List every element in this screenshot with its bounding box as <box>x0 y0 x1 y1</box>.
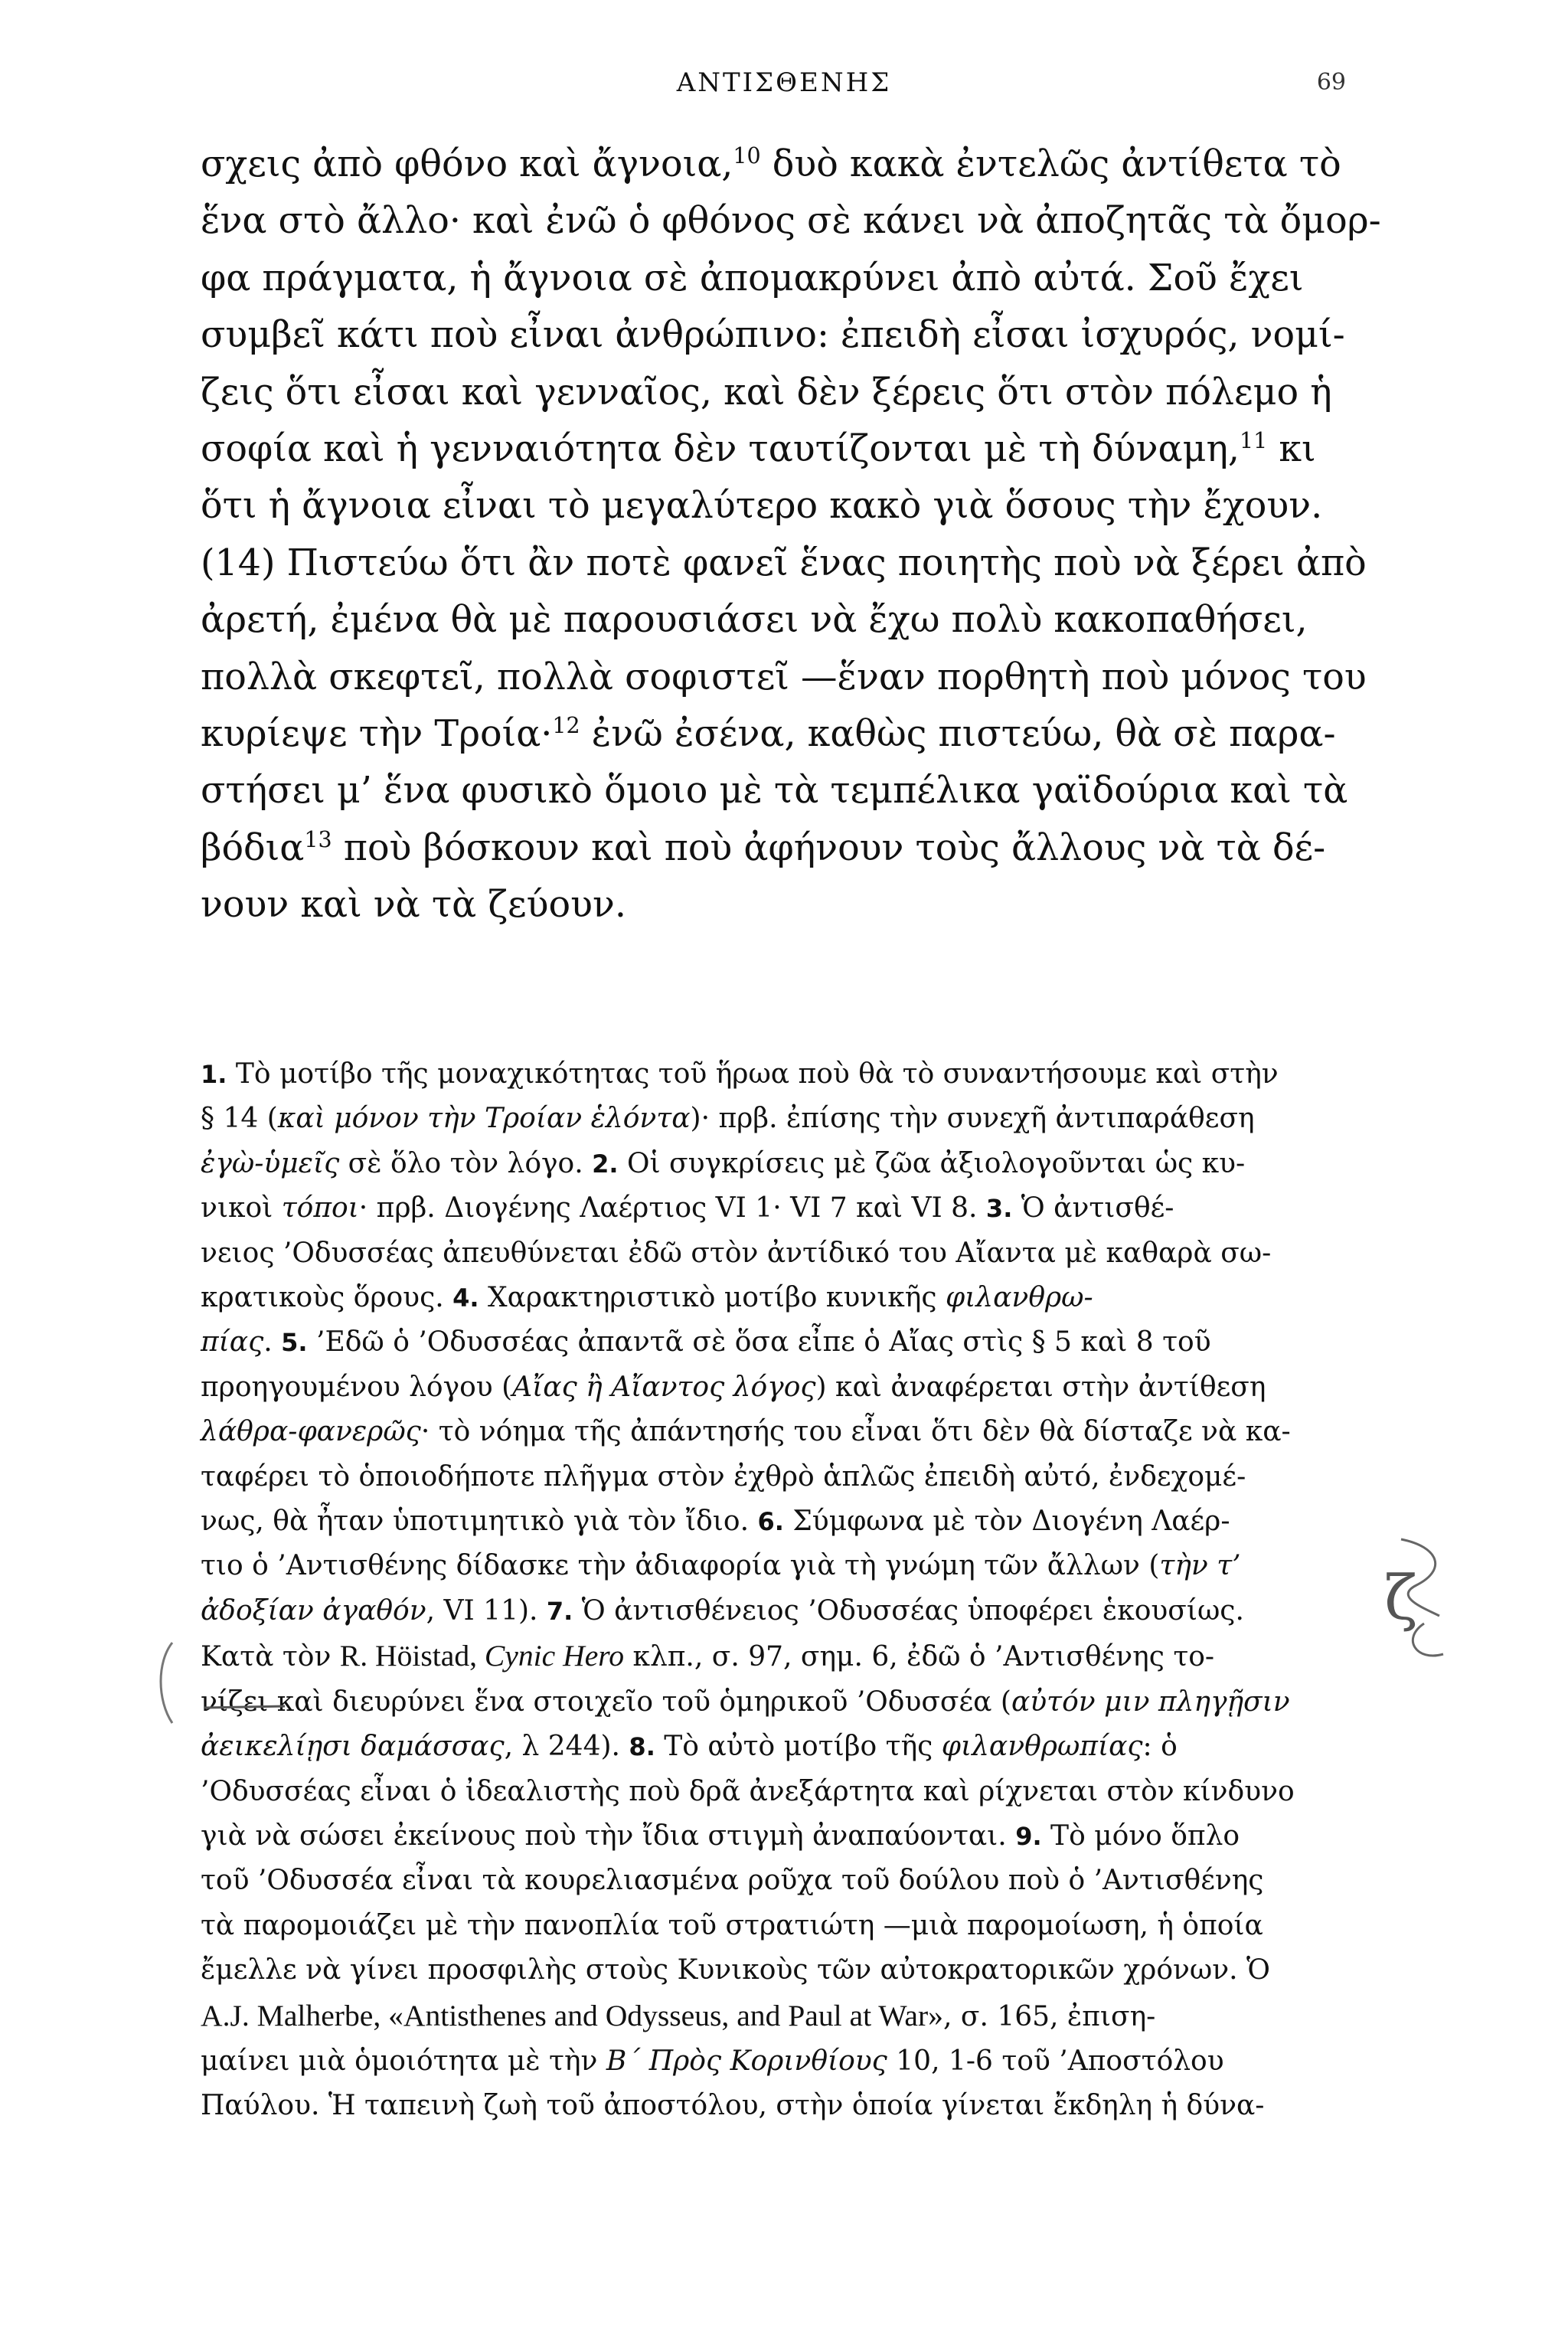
footnote-line: ’Οδυσσέας εἶναι ὁ ἰδεαλιστὴς ποὺ δρᾶ ἀνεξάρτητα καὶ ρίχνεται στὸν κίνδυνο <box>201 1775 1295 1807</box>
pencil-bracket-icon <box>149 1639 180 1731</box>
text-line: συμβεῖ κάτι ποὺ εἶναι ἀνθρώπινο: ἐπειδὴ εἶσαι ἰσχυρός, νομί- <box>201 314 1345 357</box>
footnote-line: νως, θὰ ἦταν ὑποτιμητικὸ γιὰ τὸν ἴδιο. 6. Σύμφωνα μὲ τὸν Διογένη Λαέρ- <box>201 1506 1230 1538</box>
footnote-line: ἔμελλε νὰ γίνει προσφιλὴς στοὺς Κυνικοὺς τῶν αὐτοκρατορικῶν χρόνων. Ὁ <box>201 1954 1270 1986</box>
text-line: σοφία καὶ ἡ γενναιότητα δὲν ταυτίζονται μὲ τὴ δύναμη,$^{11}$ κι <box>201 428 1316 471</box>
text-line: νουν καὶ νὰ τὰ ζεύουν. <box>201 884 626 927</box>
text-line: ζεις ὅτι εἶσαι καὶ γενναῖος, καὶ δὲν ξέρεις ὅτι στὸν πόλεμο ἡ <box>201 371 1332 414</box>
text-line: κυρίεψε τὴν Τροία·$^{12}$ ἐνῶ ἐσένα, καθὼς πιστεύω, θὰ σὲ παρα- <box>201 713 1336 756</box>
footnote-line: 1. Τὸ μοτίβο τῆς μοναχικότητας τοῦ ἥρωα ποὺ θὰ τὸ συναντήσουμε καὶ στὴν <box>201 1058 1279 1090</box>
footnote-line: νικοὶ τόποι· πρβ. Διογένης Λαέρτιος VI 1· VI 7 καὶ VI 8. 3. Ὁ ἀντισθέ- <box>201 1192 1174 1225</box>
text-line: σχεις ἀπὸ φθόνο καὶ ἄγνοια,$^{10}$ δυὸ κακὰ ἐντελῶς ἀντίθετα τὸ <box>201 143 1341 185</box>
footnote-ref: 13 <box>304 827 332 853</box>
text-line: βόδια$^{13}$ ποὺ βόσκουν καὶ ποὺ ἀφήνουν τοὺς ἄλλους νὰ τὰ δέ- <box>201 826 1326 869</box>
footnote-number: 9. <box>1015 1821 1042 1851</box>
page-number: 69 <box>1316 69 1346 96</box>
text-line: ὅτι ἡ ἄγνοια εἶναι τὸ μεγαλύτερο κακὸ γιὰ ὅσους τὴν ἔχουν. <box>201 485 1323 528</box>
text-line: πολλὰ σκεφτεῖ, πολλὰ σοφιστεῖ —ἕναν πορθητὴ ποὺ μόνος του <box>201 656 1367 698</box>
text-line: φα πράγματα, ἡ ἄγνοια σὲ ἀπομακρύνει ἀπὸ αὐτά. Σοῦ ἔχει <box>201 257 1304 299</box>
footnote-number: 6. <box>757 1507 784 1537</box>
footnote-line: ἀδοξίαν ἀγαθόν, VI 11). 7. Ὁ ἀντισθένειος ’Οδυσσέας ὑποφέρει ἑκουσίως. <box>201 1594 1244 1627</box>
pencil-underline-icon <box>201 1692 292 1715</box>
footnote-line: νίζει καὶ διευρύνει ἕνα στοιχεῖο τοῦ ὁμηρικοῦ ’Οδυσσέα (αὐτόν μιν πληγῇσιν <box>201 1686 1290 1718</box>
footnote-line: Παύλου. Ἡ ταπεινὴ ζωὴ τοῦ ἀποστόλου, στὴν ὁποία γίνεται ἔκδηλη ἡ δύνα- <box>201 2090 1265 2122</box>
footnote-line: λάθρα-φανερῶς· τὸ νόημα τῆς ἀπάντησής του εἶναι ὅτι δὲν θὰ δίσταζε νὰ κα- <box>201 1416 1291 1448</box>
footnote-number: 4. <box>452 1283 479 1313</box>
footnote-ref: 11 <box>1240 428 1268 454</box>
footnote-line: νειος ’Οδυσσέας ἀπευθύνεται ἐδῶ στὸν ἀντίδικό του Αἴαντα μὲ καθαρὰ σω- <box>201 1237 1272 1269</box>
footnote-line: § 14 (καὶ μόνον τὴν Τροίαν ἑλόντα)· πρβ. ἐπίσης τὴν συνεχῆ ἀντιπαράθεση <box>201 1103 1255 1135</box>
running-title: ΑΝΤΙΣΘΕΝΗΣ <box>676 67 892 98</box>
footnote-number: 1. <box>201 1060 227 1089</box>
footnote-ref: 12 <box>552 713 580 739</box>
text-line: στήσει μ’ ἕνα φυσικὸ ὅμοιο μὲ τὰ τεμπέλικα γαϊδούρια καὶ τὰ <box>201 770 1348 813</box>
footnote-number: 8. <box>629 1732 655 1762</box>
footnote-number: 7. <box>546 1596 573 1626</box>
footnote-line: τὰ παρομοιάζει μὲ τὴν πανοπλία τοῦ στρατιώτη —μιὰ παρομοίωση, ἡ ὁποία <box>201 1909 1263 1941</box>
footnote-ref: 10 <box>733 143 761 169</box>
footnote-line: τοῦ ’Οδυσσέα εἶναι τὰ κουρελιασμένα ροῦχα τοῦ δούλου ποὺ ὁ ’Αντισθένης <box>201 1865 1264 1897</box>
footnotes <box>201 1052 1349 2129</box>
text-line: ἕνα στὸ ἄλλο· καὶ ἐνῶ ὁ φθόνος σὲ κάνει νὰ ἀποζητᾶς τὰ ὄμορ- <box>201 200 1381 243</box>
footnote-line: γιὰ νὰ σώσει ἐκείνους ποὺ τὴν ἴδια στιγμὴ ἀναπαύονται. 9. Τὸ μόνο ὅπλο <box>201 1820 1240 1852</box>
footnote-line: A.J. Malherbe, «Antisthenes and Odysseus, and Paul at War», σ. 165, ἐπιση- <box>201 1998 1156 2032</box>
footnote-number: 5. <box>281 1328 308 1358</box>
footnote-line: ἐγὼ-ὑμεῖς σὲ ὅλο τὸν λόγο. 2. Οἱ συγκρίσεις μὲ ζῶα ἀξιολογοῦνται ὡς κυ- <box>201 1147 1246 1179</box>
pencil-scribble-icon <box>1370 1524 1462 1677</box>
footnote-number: 2. <box>592 1149 619 1179</box>
main-text <box>201 136 1381 934</box>
text-line: ἀρετή, ἐμένα θὰ μὲ παρουσιάσει νὰ ἔχω πολὺ κακοπαθήσει, <box>201 599 1308 642</box>
margin-note: ζ <box>1384 1562 1418 1633</box>
footnote-line: τιο ὁ ’Αντισθένης δίδασκε τὴν ἀδιαφορία γιὰ τὴ γνώμη τῶν ἄλλων (τὴν τ’ <box>201 1550 1241 1582</box>
footnote-number: 3. <box>985 1194 1013 1224</box>
footnote-line: μαίνει μιὰ ὁμοιότητα μὲ τὴν Β΄ Πρὸς Κορινθίους 10, 1-6 τοῦ ’Αποστόλου <box>201 2045 1224 2077</box>
footnote-line: κρατικοὺς ὅρους. 4. Χαρακτηριστικὸ μοτίβο κυνικῆς φιλανθρω- <box>201 1282 1093 1314</box>
footnote-line: ἀεικελίῃσι δαμάσσας, λ 244). 8. Τὸ αὐτὸ μοτίβο τῆς φιλανθρωπίας: ὁ <box>201 1731 1178 1763</box>
page-header <box>0 61 1568 107</box>
footnote-line: ταφέρει τὸ ὁποιοδήποτε πλῆγμα στὸν ἐχθρὸ ἁπλῶς ἐπειδὴ αὐτό, ἐνδεχομέ- <box>201 1460 1246 1493</box>
footnote-line: πίας. 5. ’Εδῶ ὁ ’Οδυσσέας ἀπαντᾶ σὲ ὅσα εἶπε ὁ Αἴας στὶς § 5 καὶ 8 τοῦ <box>201 1326 1211 1359</box>
footnote-line: Κατὰ τὸν R. Höistad, Cynic Hero κλπ., σ. 97, σημ. 6, ἐδῶ ὁ ’Αντισθένης το- <box>201 1639 1215 1673</box>
text-line: (14) Πιστεύω ὅτι ἂν ποτὲ φανεῖ ἕνας ποιητὴς ποὺ νὰ ξέρει ἀπὸ <box>201 541 1367 584</box>
footnote-line: προηγουμένου λόγου (Αἴας ἢ Αἴαντος λόγος) καὶ ἀναφέρεται στὴν ἀντίθεση <box>201 1371 1266 1403</box>
